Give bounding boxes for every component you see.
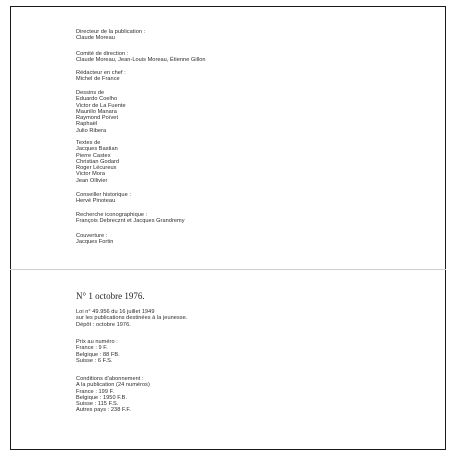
writer-name: Pierre Castex	[76, 152, 111, 159]
legal-line: Dépôt : octobre 1976.	[76, 321, 131, 328]
iconography-names: François Debrecznt et Jacques Grandremy	[76, 218, 185, 225]
writer-name: Jacques Bastian	[76, 146, 118, 153]
subscription-heading: Conditions d'abonnement :	[76, 376, 144, 382]
writer-name: Jean Ollivier	[76, 177, 108, 184]
credits-block	[76, 29, 145, 42]
texts-heading: Textes de	[76, 140, 101, 146]
price-heading: Prix au numéro :	[76, 339, 118, 345]
cover-block	[76, 233, 113, 246]
historian-heading: Conseiller historique :	[76, 192, 131, 198]
director-name: Claude Moreau	[76, 35, 115, 42]
price-line: Suisse : 6 F.S.	[76, 357, 113, 364]
artist-name: Victor de La Fuente	[76, 102, 126, 109]
historian-name: Hervé Pinoteau	[76, 198, 116, 205]
editor-block	[76, 70, 126, 83]
fold-line	[10, 269, 446, 270]
writer-name: Christian Godard	[76, 158, 120, 165]
artist-name: Julio Ribera	[76, 127, 107, 134]
subscription-line: Suisse : 115 F.S.	[76, 401, 119, 408]
issue-number: N° 1 octobre 1976.	[76, 291, 145, 301]
iconography-heading: Recherche iconographique :	[76, 212, 148, 218]
cover-artist: Jacques Fortin	[76, 239, 114, 246]
texts-block	[76, 140, 119, 184]
legal-block	[76, 309, 187, 328]
price-block	[76, 339, 120, 364]
editor-heading: Rédacteur en chef :	[76, 70, 126, 76]
artist-name: Eduardo Coelho	[76, 96, 118, 103]
subscription-line: A la publication (24 numéros)	[76, 382, 150, 389]
price-line: Belgique : 88 FB.	[76, 351, 120, 358]
drawings-heading: Dessins de	[76, 90, 105, 96]
artist-name: Raymond Poïvet	[76, 115, 119, 122]
drawings-block	[76, 90, 126, 134]
historian-block	[76, 192, 131, 205]
subscription-line: Belgique : 1950 F.B.	[76, 394, 128, 401]
legal-line: Loi n° 49.956 du 16 juillet 1949	[76, 309, 155, 315]
committee-block	[76, 51, 206, 64]
editor-name: Michel de France	[76, 76, 120, 83]
iconography-block	[76, 212, 185, 225]
artist-name: Raphaël	[76, 121, 98, 128]
director-heading: Directeur de la publication :	[76, 29, 146, 35]
cover-heading: Couverture :	[76, 233, 108, 239]
committee-heading: Comité de direction :	[76, 51, 129, 57]
subscription-line: France : 199 F.	[76, 388, 115, 395]
subscription-line: Autres pays : 238 F.F.	[76, 407, 131, 414]
artist-name: Mauriilo Manara	[76, 108, 117, 115]
writer-name: Victor Mora	[76, 171, 106, 178]
price-line: France : 9 F.	[76, 345, 108, 352]
committee-names: Claude Moreau, Jean-Louis Moreau, Étienne Gillon	[76, 57, 206, 64]
subscription-block	[76, 376, 150, 414]
writer-name: Roger Lécureux	[76, 165, 117, 172]
legal-line: sur les publications destinées à la jeunesse.	[76, 315, 188, 322]
